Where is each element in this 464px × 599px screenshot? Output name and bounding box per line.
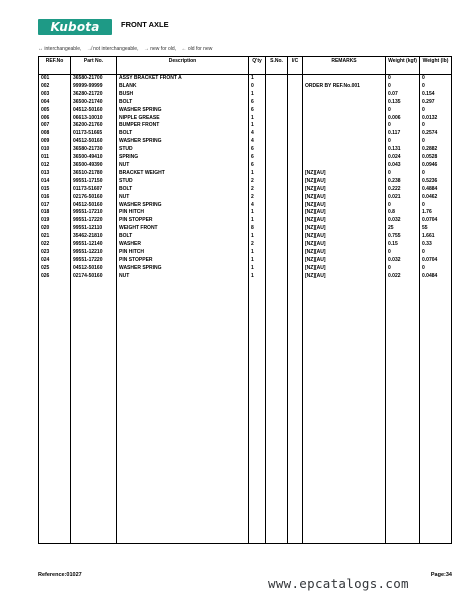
cell-weight-kgf: 0.07 xyxy=(386,91,420,99)
cell-serial-no xyxy=(266,265,288,273)
cell-remarks: [NZ][AU] xyxy=(303,225,386,233)
col-header-description: Description xyxy=(117,57,249,75)
kubota-logo: Kubota xyxy=(38,19,112,35)
cell-ic xyxy=(288,130,303,138)
cell-ref-no: 014 xyxy=(39,178,71,186)
cell-ref-no: 003 xyxy=(39,91,71,99)
cell-ref-no: 002 xyxy=(39,83,71,91)
cell-qty: 1 xyxy=(249,265,266,273)
cell-qty: 1 xyxy=(249,209,266,217)
col-header-ic: I/C xyxy=(288,57,303,75)
cell-weight-lb: 0.2882 xyxy=(420,146,452,154)
cell-serial-no xyxy=(266,202,288,210)
cell-ref-no: 007 xyxy=(39,122,71,130)
cell-qty: 0 xyxy=(249,83,266,91)
cell-weight-lb: 0.0132 xyxy=(420,115,452,123)
cell-qty: 2 xyxy=(249,241,266,249)
cell-ref-no: 026 xyxy=(39,273,71,281)
cell-description: NUT xyxy=(117,273,249,281)
cell-weight-lb: 0.4884 xyxy=(420,186,452,194)
legend-old-for-new: ← old for new xyxy=(181,46,213,52)
cell-serial-no xyxy=(266,209,288,217)
table-row xyxy=(39,273,452,281)
cell-part-no: 99551-17150 xyxy=(71,178,117,186)
cell-serial-no xyxy=(266,146,288,154)
cell-serial-no xyxy=(266,249,288,257)
cell-remarks: [NZ][AU] xyxy=(303,257,386,265)
filler-cell xyxy=(249,281,266,544)
cell-description: PIN STOPPER xyxy=(117,257,249,265)
cell-ref-no: 025 xyxy=(39,265,71,273)
cell-qty: 8 xyxy=(249,225,266,233)
cell-serial-no xyxy=(266,186,288,194)
cell-ref-no: 001 xyxy=(39,75,71,83)
table-row xyxy=(39,91,452,99)
cell-weight-lb: 0 xyxy=(420,107,452,115)
cell-ref-no: 004 xyxy=(39,99,71,107)
cell-ic xyxy=(288,233,303,241)
cell-part-no: 99551-17220 xyxy=(71,257,117,265)
cell-part-no: 04512-50160 xyxy=(71,107,117,115)
cell-remarks xyxy=(303,75,386,83)
cell-qty: 6 xyxy=(249,162,266,170)
cell-weight-kgf: 0.238 xyxy=(386,178,420,186)
cell-serial-no xyxy=(266,122,288,130)
cell-ic xyxy=(288,138,303,146)
filler-cell xyxy=(39,281,71,544)
cell-weight-lb: 0 xyxy=(420,249,452,257)
cell-remarks: [NZ][AU] xyxy=(303,233,386,241)
cell-qty: 1 xyxy=(249,257,266,265)
col-header-serial: S.No. xyxy=(266,57,288,75)
cell-description: PIN STOPPER xyxy=(117,217,249,225)
cell-description: PIN HITCH xyxy=(117,209,249,217)
cell-remarks xyxy=(303,115,386,123)
table-row xyxy=(39,107,452,115)
filler-cell xyxy=(386,281,420,544)
cell-serial-no xyxy=(266,257,288,265)
table-row xyxy=(39,138,452,146)
cell-qty: 1 xyxy=(249,122,266,130)
cell-qty: 2 xyxy=(249,178,266,186)
cell-remarks: [NZ][AU] xyxy=(303,202,386,210)
cell-ic xyxy=(288,257,303,265)
cell-ref-no: 020 xyxy=(39,225,71,233)
cell-qty: 2 xyxy=(249,186,266,194)
cell-weight-lb: 55 xyxy=(420,225,452,233)
cell-description: BUSH xyxy=(117,91,249,99)
cell-ic xyxy=(288,225,303,233)
col-header-weight-kgf: Weight (kgf) xyxy=(386,57,420,75)
table-row xyxy=(39,75,452,83)
cell-part-no: 99551-17220 xyxy=(71,217,117,225)
parts-table xyxy=(38,56,452,544)
cell-ref-no: 022 xyxy=(39,241,71,249)
cell-serial-no xyxy=(266,91,288,99)
cell-remarks: ORDER BY REF.No.001 xyxy=(303,83,386,91)
cell-remarks xyxy=(303,146,386,154)
cell-ic xyxy=(288,209,303,217)
cell-description: BUMPER FRONT xyxy=(117,122,249,130)
cell-weight-lb: 0 xyxy=(420,138,452,146)
cell-ic xyxy=(288,154,303,162)
cell-weight-kgf: 25 xyxy=(386,225,420,233)
cell-weight-lb: 0.154 xyxy=(420,91,452,99)
legend-interchangeable: ↔ interchangeable, xyxy=(38,46,82,52)
cell-remarks: [NZ][AU] xyxy=(303,265,386,273)
cell-description: NUT xyxy=(117,162,249,170)
cell-description: WASHER SPRING xyxy=(117,107,249,115)
cell-weight-kgf: 0.8 xyxy=(386,209,420,217)
cell-weight-kgf: 0 xyxy=(386,107,420,115)
filler-cell xyxy=(303,281,386,544)
cell-weight-lb: 1.661 xyxy=(420,233,452,241)
cell-ref-no: 005 xyxy=(39,107,71,115)
table-row xyxy=(39,249,452,257)
cell-qty: 6 xyxy=(249,146,266,154)
table-row xyxy=(39,130,452,138)
cell-description: BOLT xyxy=(117,99,249,107)
cell-serial-no xyxy=(266,154,288,162)
cell-remarks: [NZ][AU] xyxy=(303,170,386,178)
cell-ic xyxy=(288,146,303,154)
cell-description: NUT xyxy=(117,194,249,202)
cell-ic xyxy=(288,83,303,91)
cell-serial-no xyxy=(266,225,288,233)
cell-weight-lb: 0 xyxy=(420,122,452,130)
cell-weight-lb: 0.0704 xyxy=(420,257,452,265)
cell-weight-lb: 0 xyxy=(420,75,452,83)
cell-ic xyxy=(288,99,303,107)
table-row xyxy=(39,178,452,186)
cell-serial-no xyxy=(266,138,288,146)
cell-ref-no: 018 xyxy=(39,209,71,217)
cell-ic xyxy=(288,265,303,273)
cell-weight-kgf: 0.006 xyxy=(386,115,420,123)
section-title: FRONT AXLE xyxy=(121,20,169,29)
cell-weight-lb: 0 xyxy=(420,202,452,210)
cell-serial-no xyxy=(266,107,288,115)
cell-qty: 2 xyxy=(249,194,266,202)
table-row xyxy=(39,257,452,265)
cell-weight-lb: 0 xyxy=(420,265,452,273)
cell-ref-no: 023 xyxy=(39,249,71,257)
cell-remarks xyxy=(303,130,386,138)
table-row xyxy=(39,217,452,225)
legend-new-for-old: → new for old, xyxy=(143,46,177,52)
cell-qty: 1 xyxy=(249,91,266,99)
cell-ic xyxy=(288,107,303,115)
cell-remarks xyxy=(303,107,386,115)
cell-qty: 6 xyxy=(249,99,266,107)
cell-description: WASHER SPRING xyxy=(117,138,249,146)
cell-part-no: 99999-99999 xyxy=(71,83,117,91)
table-filler-row xyxy=(39,281,452,544)
cell-qty: 1 xyxy=(249,217,266,225)
cell-serial-no xyxy=(266,162,288,170)
legend-not-interchangeable: ↛ not interchangeable, xyxy=(86,46,139,52)
cell-ic xyxy=(288,217,303,225)
table-row xyxy=(39,162,452,170)
cell-weight-lb: 0.0528 xyxy=(420,154,452,162)
cell-weight-kgf: 0.043 xyxy=(386,162,420,170)
cell-weight-kgf: 0.131 xyxy=(386,146,420,154)
table-body xyxy=(39,75,452,544)
cell-remarks: [NZ][AU] xyxy=(303,273,386,281)
cell-ref-no: 019 xyxy=(39,217,71,225)
cell-serial-no xyxy=(266,99,288,107)
cell-remarks: [NZ][AU] xyxy=(303,178,386,186)
cell-description: BOLT xyxy=(117,233,249,241)
table-row xyxy=(39,154,452,162)
table-row xyxy=(39,202,452,210)
cell-part-no: 99551-12210 xyxy=(71,249,117,257)
cell-remarks: [NZ][AU] xyxy=(303,217,386,225)
cell-remarks xyxy=(303,162,386,170)
cell-part-no: 36200-21760 xyxy=(71,122,117,130)
cell-remarks: [NZ][AU] xyxy=(303,249,386,257)
cell-ic xyxy=(288,202,303,210)
cell-weight-kgf: 0.135 xyxy=(386,99,420,107)
cell-part-no: 04512-50160 xyxy=(71,202,117,210)
cell-weight-lb: 0.2574 xyxy=(420,130,452,138)
cell-weight-kgf: 0 xyxy=(386,249,420,257)
cell-serial-no xyxy=(266,130,288,138)
cell-remarks xyxy=(303,138,386,146)
col-header-part-no: Part No. xyxy=(71,57,117,75)
filler-cell xyxy=(288,281,303,544)
cell-description: BOLT xyxy=(117,130,249,138)
cell-weight-lb: 1.76 xyxy=(420,209,452,217)
cell-ic xyxy=(288,115,303,123)
cell-description: BRACKET WEIGHT xyxy=(117,170,249,178)
cell-weight-kgf: 0 xyxy=(386,202,420,210)
col-header-ref: REF.No xyxy=(39,57,71,75)
cell-serial-no xyxy=(266,83,288,91)
cell-weight-kgf: 0.022 xyxy=(386,273,420,281)
cell-ref-no: 021 xyxy=(39,233,71,241)
table-row xyxy=(39,194,452,202)
cell-qty: 4 xyxy=(249,130,266,138)
cell-weight-kgf: 0 xyxy=(386,122,420,130)
cell-weight-lb: 0.0704 xyxy=(420,217,452,225)
table-row xyxy=(39,209,452,217)
cell-serial-no xyxy=(266,178,288,186)
table-row xyxy=(39,170,452,178)
cell-weight-kgf: 0 xyxy=(386,265,420,273)
cell-serial-no xyxy=(266,217,288,225)
cell-description: STUD xyxy=(117,178,249,186)
cell-remarks: [NZ][AU] xyxy=(303,194,386,202)
cell-part-no: 36500-49410 xyxy=(71,154,117,162)
cell-description: PIN HITCH xyxy=(117,249,249,257)
cell-part-no: 36580-21700 xyxy=(71,75,117,83)
cell-weight-lb: 0 xyxy=(420,170,452,178)
cell-qty: 1 xyxy=(249,273,266,281)
cell-ic xyxy=(288,194,303,202)
cell-ic xyxy=(288,241,303,249)
cell-ref-no: 009 xyxy=(39,138,71,146)
cell-part-no: 36510-21780 xyxy=(71,170,117,178)
cell-remarks xyxy=(303,91,386,99)
cell-description: NIPPLE GREASE xyxy=(117,115,249,123)
cell-ref-no: 024 xyxy=(39,257,71,265)
filler-cell xyxy=(420,281,452,544)
cell-part-no: 01173-51607 xyxy=(71,186,117,194)
col-header-weight-lb: Weight (lb) xyxy=(420,57,452,75)
cell-qty: 1 xyxy=(249,115,266,123)
table-header-row xyxy=(39,57,452,75)
cell-weight-lb: 0.5236 xyxy=(420,178,452,186)
cell-ref-no: 015 xyxy=(39,186,71,194)
cell-ic xyxy=(288,273,303,281)
cell-serial-no xyxy=(266,233,288,241)
cell-part-no: 35462-21810 xyxy=(71,233,117,241)
filler-cell xyxy=(71,281,117,544)
cell-weight-kgf: 0.222 xyxy=(386,186,420,194)
cell-weight-kgf: 0 xyxy=(386,138,420,146)
cell-part-no: 04512-50160 xyxy=(71,265,117,273)
table-row xyxy=(39,122,452,130)
cell-serial-no xyxy=(266,194,288,202)
cell-part-no: 36280-21720 xyxy=(71,91,117,99)
cell-ic xyxy=(288,122,303,130)
cell-ref-no: 008 xyxy=(39,130,71,138)
cell-remarks xyxy=(303,99,386,107)
table-row xyxy=(39,241,452,249)
cell-description: SPRING xyxy=(117,154,249,162)
cell-ref-no: 016 xyxy=(39,194,71,202)
cell-ic xyxy=(288,186,303,194)
cell-description: WASHER SPRING xyxy=(117,265,249,273)
cell-weight-kgf: 0.032 xyxy=(386,257,420,265)
cell-ref-no: 012 xyxy=(39,162,71,170)
cell-qty: 1 xyxy=(249,249,266,257)
table-row xyxy=(39,99,452,107)
cell-qty: 4 xyxy=(249,202,266,210)
cell-ic xyxy=(288,178,303,186)
cell-weight-kgf: 0.15 xyxy=(386,241,420,249)
cell-description: BLANK xyxy=(117,83,249,91)
cell-part-no: 36500-21740 xyxy=(71,99,117,107)
cell-description: BOLT xyxy=(117,186,249,194)
cell-remarks: [NZ][AU] xyxy=(303,241,386,249)
cell-weight-kgf: 0 xyxy=(386,75,420,83)
cell-description: WASHER SPRING xyxy=(117,202,249,210)
table-row xyxy=(39,83,452,91)
filler-cell xyxy=(266,281,288,544)
cell-part-no: 99551-12140 xyxy=(71,241,117,249)
legend xyxy=(38,46,216,52)
cell-serial-no xyxy=(266,273,288,281)
cell-weight-kgf: 0.032 xyxy=(386,217,420,225)
cell-description: ASSY BRACKET FRONT A xyxy=(117,75,249,83)
cell-weight-lb: 0.0462 xyxy=(420,194,452,202)
cell-qty: 1 xyxy=(249,233,266,241)
cell-weight-kgf: 0 xyxy=(386,83,420,91)
table-row xyxy=(39,146,452,154)
cell-ic xyxy=(288,162,303,170)
cell-part-no: 04512-50160 xyxy=(71,138,117,146)
cell-part-no: 36580-21730 xyxy=(71,146,117,154)
cell-part-no: 06613-10010 xyxy=(71,115,117,123)
cell-description: WEIGHT FRONT xyxy=(117,225,249,233)
cell-ref-no: 010 xyxy=(39,146,71,154)
cell-weight-lb: 0.297 xyxy=(420,99,452,107)
cell-part-no: 99551-17210 xyxy=(71,209,117,217)
cell-weight-kgf: 0.755 xyxy=(386,233,420,241)
cell-remarks: [NZ][AU] xyxy=(303,186,386,194)
cell-remarks: [NZ][AU] xyxy=(303,209,386,217)
cell-weight-kgf: 0 xyxy=(386,170,420,178)
cell-weight-lb: 0.0484 xyxy=(420,273,452,281)
table-row xyxy=(39,233,452,241)
cell-weight-lb: 0.0946 xyxy=(420,162,452,170)
page-number: Page:34 xyxy=(430,572,452,578)
table-row xyxy=(39,265,452,273)
cell-part-no: 02174-50160 xyxy=(71,273,117,281)
cell-ref-no: 017 xyxy=(39,202,71,210)
cell-serial-no xyxy=(266,241,288,249)
cell-part-no: 02176-50160 xyxy=(71,194,117,202)
col-header-remarks: REMARKS xyxy=(303,57,386,75)
cell-ic xyxy=(288,249,303,257)
watermark-url: www.epcatalogs.com xyxy=(268,576,409,591)
cell-ic xyxy=(288,170,303,178)
cell-weight-lb: 0 xyxy=(420,83,452,91)
cell-qty: 6 xyxy=(249,154,266,162)
reference-number: Reference:01027 xyxy=(38,572,82,578)
cell-part-no: 99551-12110 xyxy=(71,225,117,233)
cell-qty: 4 xyxy=(249,138,266,146)
table-row xyxy=(39,186,452,194)
cell-ref-no: 006 xyxy=(39,115,71,123)
cell-weight-lb: 0.33 xyxy=(420,241,452,249)
cell-remarks xyxy=(303,122,386,130)
cell-remarks xyxy=(303,154,386,162)
cell-qty: 1 xyxy=(249,75,266,83)
cell-ref-no: 011 xyxy=(39,154,71,162)
cell-part-no: 36500-49390 xyxy=(71,162,117,170)
cell-ic xyxy=(288,75,303,83)
cell-description: STUD xyxy=(117,146,249,154)
filler-cell xyxy=(117,281,249,544)
cell-ref-no: 013 xyxy=(39,170,71,178)
cell-serial-no xyxy=(266,75,288,83)
cell-serial-no xyxy=(266,170,288,178)
col-header-qty: Q'ty xyxy=(249,57,266,75)
cell-ic xyxy=(288,91,303,99)
cell-part-no: 01173-51665 xyxy=(71,130,117,138)
cell-description: WASHER xyxy=(117,241,249,249)
cell-weight-kgf: 0.024 xyxy=(386,154,420,162)
table-row xyxy=(39,225,452,233)
table-row xyxy=(39,115,452,123)
cell-qty: 1 xyxy=(249,170,266,178)
cell-qty: 6 xyxy=(249,107,266,115)
cell-weight-kgf: 0.117 xyxy=(386,130,420,138)
cell-weight-kgf: 0.021 xyxy=(386,194,420,202)
cell-serial-no xyxy=(266,115,288,123)
